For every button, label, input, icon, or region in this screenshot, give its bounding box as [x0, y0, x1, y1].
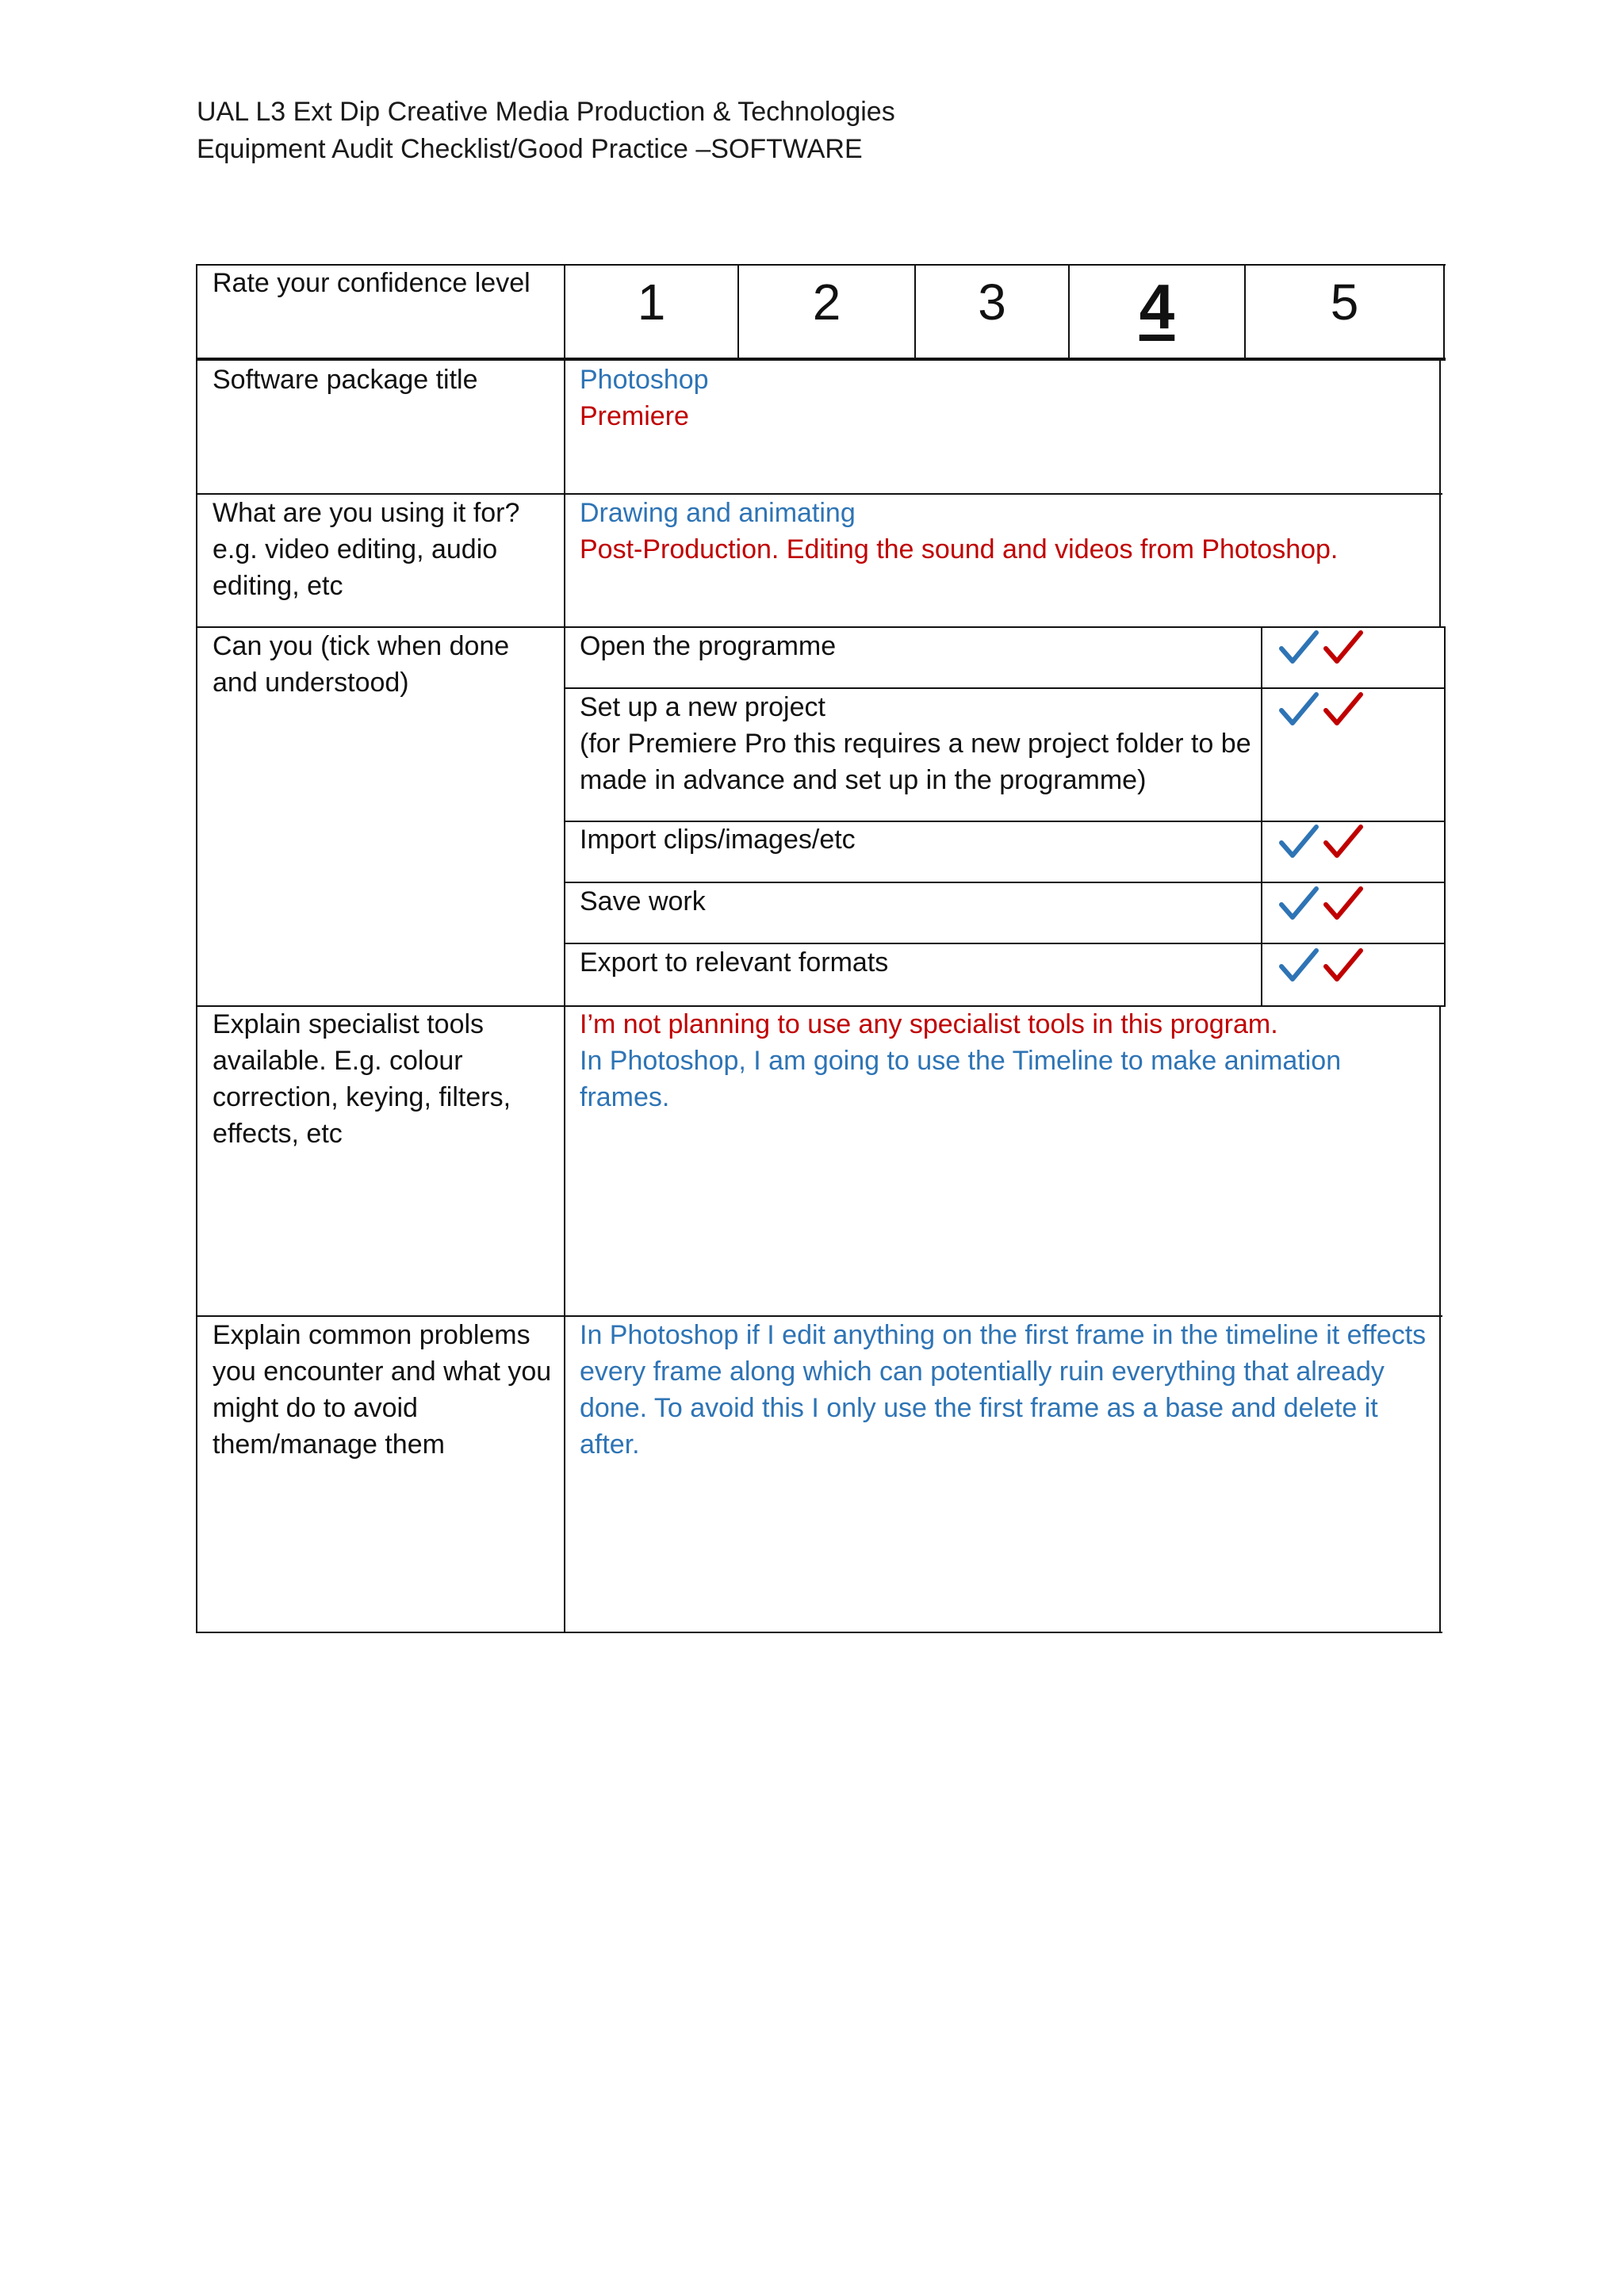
usage-value-photoshop: Drawing and animating: [580, 498, 856, 528]
table-border: [1439, 1005, 1441, 1633]
problems-label: Explain common problems you encounter and what you might do to avoid them/manage them: [213, 1320, 552, 1460]
confidence-level-2[interactable]: 2: [812, 274, 841, 331]
document-header: [197, 94, 895, 168]
blue-check-icon[interactable]: [1278, 822, 1320, 862]
specialist-value-photoshop: In Photoshop, I am going to use the Timeline to make animation frames.: [580, 1046, 1342, 1112]
software-value-premiere: Premiere: [580, 401, 689, 431]
blue-check-icon[interactable]: [1278, 628, 1320, 668]
header-line-2: Equipment Audit Checklist/Good Practice –SOFTWARE: [197, 134, 863, 164]
blue-check-icon[interactable]: [1278, 690, 1320, 729]
red-check-icon[interactable]: [1323, 690, 1364, 729]
task-import: Import clips/images/etc: [580, 825, 856, 855]
blue-check-icon[interactable]: [1278, 946, 1320, 985]
red-check-icon[interactable]: [1323, 946, 1364, 985]
table-border: [196, 1632, 1442, 1633]
task-save-work: Save work: [580, 886, 706, 916]
tasks-label: Can you (tick when done and understood): [213, 631, 510, 698]
table-border: [564, 264, 565, 1633]
task-export-checkboxes[interactable]: [1278, 946, 1364, 985]
table-border: [196, 264, 197, 1633]
usage-label: What are you using it for? e.g. video editing, audio editing, etc: [213, 498, 520, 601]
software-label: Software package title: [213, 365, 478, 395]
table-border: [196, 358, 1446, 361]
task-new-project: Set up a new project (for Premiere Pro this requires a new project folder to be made in advance and set up in the programme): [580, 692, 1251, 795]
confidence-level-3[interactable]: 3: [978, 274, 1006, 331]
red-check-icon[interactable]: [1323, 884, 1364, 924]
task-import-checkboxes[interactable]: [1278, 822, 1364, 862]
usage-value-premiere: Post-Production. Editing the sound and videos from Photoshop.: [580, 534, 1339, 564]
specialist-value-premiere: I’m not planning to use any specialist tools in this program.: [580, 1009, 1278, 1039]
confidence-label: Rate your confidence level: [213, 268, 530, 298]
task-open-programme: Open the programme: [580, 631, 837, 661]
problems-value: In Photoshop if I edit anything on the first frame in the timeline it effects every frame along which can potentially ruin everything that already done. To avoid this I only use the first frame as a base and delete it after.: [580, 1320, 1427, 1460]
confidence-level-5[interactable]: 5: [1330, 274, 1359, 331]
task-export: Export to relevant formats: [580, 947, 889, 978]
red-check-icon[interactable]: [1323, 822, 1364, 862]
table-border: [1444, 626, 1446, 1007]
confidence-level-1[interactable]: 1: [637, 274, 666, 331]
table-border: [1443, 264, 1445, 359]
task-save-checkboxes[interactable]: [1278, 884, 1364, 924]
table-border: [1439, 359, 1441, 626]
specialist-label: Explain specialist tools available. E.g. colour correction, keying, filters, effects, etc: [213, 1009, 511, 1149]
confidence-level-4-selected[interactable]: 4: [1139, 271, 1175, 342]
task-open-checkboxes[interactable]: [1278, 628, 1364, 668]
table-border: [1261, 626, 1262, 1007]
task-new-project-checkboxes[interactable]: [1278, 690, 1364, 729]
software-value-photoshop: Photoshop: [580, 365, 709, 395]
red-check-icon[interactable]: [1323, 628, 1364, 668]
header-line-1: UAL L3 Ext Dip Creative Media Production & Technologies: [197, 97, 895, 127]
blue-check-icon[interactable]: [1278, 884, 1320, 924]
